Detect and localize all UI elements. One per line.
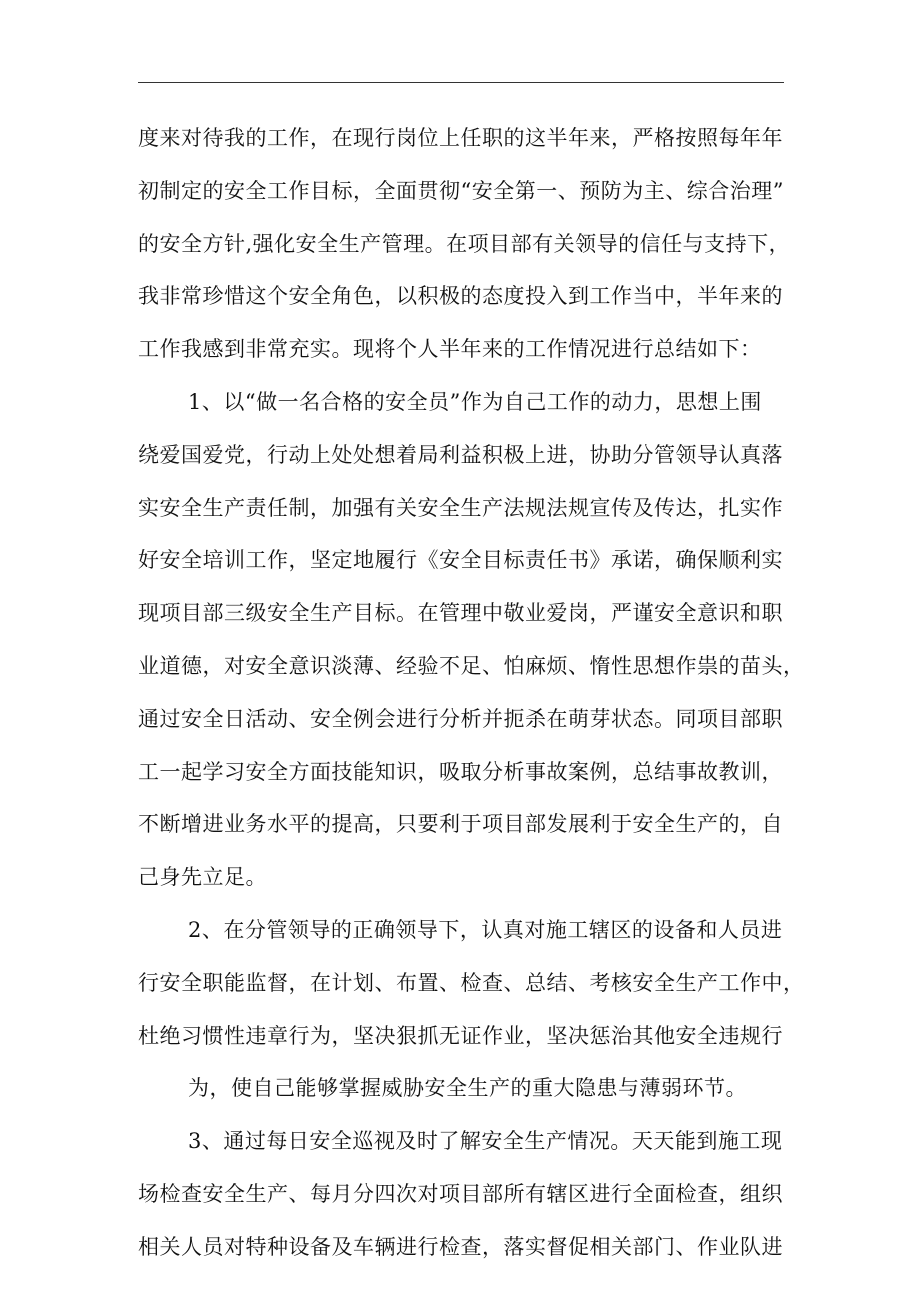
text-line: 相关人员对特种设备及车辆进行检查，落实督促相关部门、作业队进 <box>138 1234 783 1259</box>
text-line: 1、以“做一名合格的安全员”作为自己工作的动力，思想上围 <box>188 389 762 414</box>
text-line: 为，使自己能够掌握威胁安全生产的重大隐患与薄弱环节。 <box>188 1076 747 1101</box>
text-line: 通过安全日活动、安全例会进行分析并扼杀在萌芽状态。同项目部职 <box>138 706 783 731</box>
text-line: 场检查安全生产、每月分四次对项目部所有辖区进行全面检查，组织 <box>138 1181 783 1206</box>
text-line: 我非常珍惜这个安全角色，以积极的态度投入到工作当中，半年来的 <box>138 284 783 309</box>
text-line: 好安全培训工作，坚定地履行《安全目标责任书》承诺，确保顺利实 <box>138 548 783 573</box>
text-line: 己身先立足。 <box>138 865 267 890</box>
text-line: 的安全方针,强化安全生产管理。在项目部有关领导的信任与支持下， <box>138 231 791 256</box>
text-line: 3、通过每日安全巡视及时了解安全生产情况。天天能到施工现 <box>188 1129 783 1154</box>
text-line: 实安全生产责任制，加强有关安全生产法规法规宣传及传达，扎实作 <box>138 495 783 520</box>
text-line: 2、在分管领导的正确领导下，认真对施工辖区的设备和人员进 <box>188 917 783 942</box>
text-line: 工一起学习安全方面技能知识，吸取分析事故案例，总结事故教训， <box>138 759 783 784</box>
text-line: 初制定的安全工作目标，全面贯彻“安全第一、预防为主、综合治理” <box>138 178 784 203</box>
text-line: 工作我感到非常充实。现将个人半年来的工作情况进行总结如下： <box>138 337 762 362</box>
text-line: 绕爱国爱党，行动上处处想着局利益积极上进，协助分管领导认真落 <box>138 442 783 467</box>
document-body <box>138 112 805 1274</box>
text-line: 行安全职能监督，在计划、布置、检查、总结、考核安全生产工作中， <box>138 970 805 995</box>
header-rule <box>138 82 784 83</box>
text-line: 杜绝习惯性违章行为，坚决狠抓无证作业，坚决惩治其他安全违规行 <box>138 1023 783 1048</box>
text-line: 现项目部三级安全生产目标。在管理中敬业爱岗，严谨安全意识和职 <box>138 601 783 626</box>
text-line: 业道德，对安全意识淡薄、经验不足、怕麻烦、惰性思想作祟的苗头， <box>138 653 805 678</box>
text-line: 不断增进业务水平的提高，只要利于项目部发展利于安全生产的，自 <box>138 812 783 837</box>
text-line: 度来对待我的工作，在现行岗位上任职的这半年来，严格按照每年年 <box>138 126 783 150</box>
